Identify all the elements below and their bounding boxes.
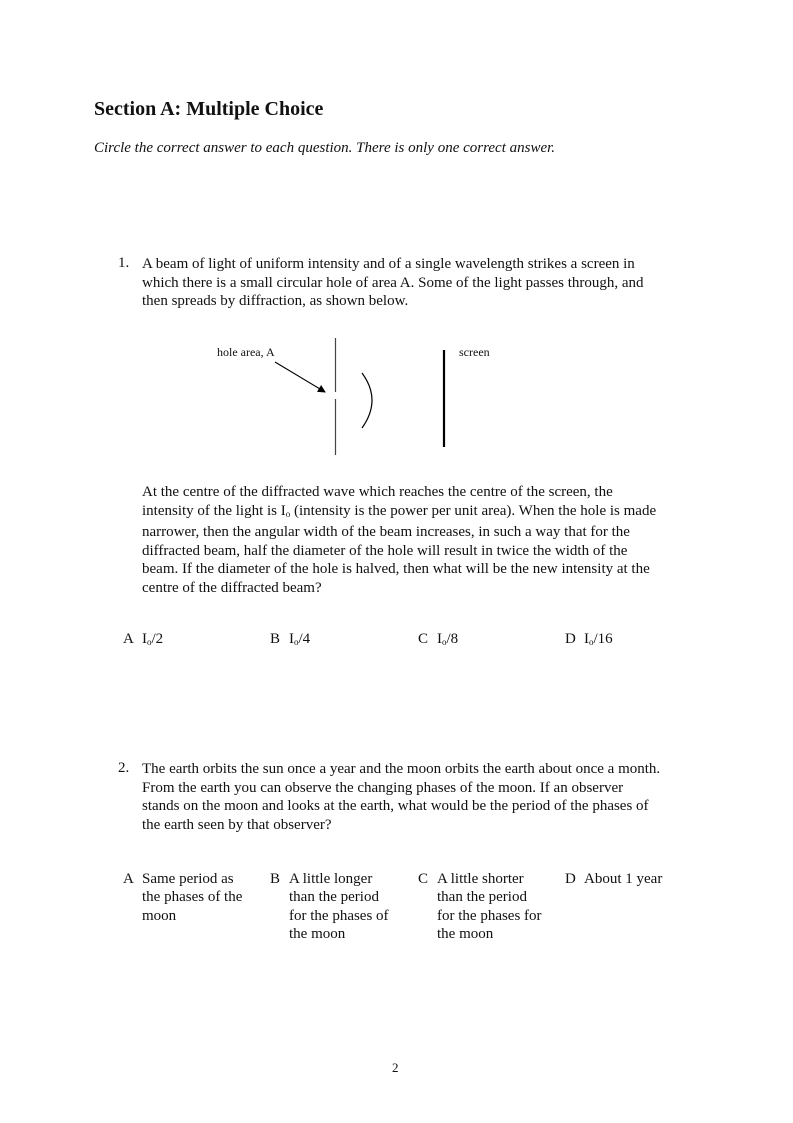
screen-label: screen — [459, 345, 490, 359]
option-c[interactable]: C $I_o/8$ — [418, 631, 459, 647]
section-instructions: Circle the correct answer to each question. There is only one correct answer. — [94, 140, 556, 156]
question-number: 1. — [118, 255, 130, 271]
body-line: beam. If the diameter of the hole is halved, then what will be the new intensity at the — [142, 561, 650, 578]
option-a[interactable]: A Same period as the phases of the moon — [123, 871, 243, 924]
stem-line: then spreads by diffraction, as shown below. — [142, 293, 409, 310]
option-d[interactable]: D $I_o/16$ — [565, 631, 613, 647]
option-b[interactable]: B $I_o/4$ — [270, 631, 311, 647]
body-line: centre of the diffracted beam? — [142, 579, 322, 596]
arrow-icon — [275, 362, 325, 392]
section-title: Section A: Multiple Choice — [94, 98, 324, 120]
body-line: intensity of the light is $I_o$ (intensity is the power per unit area). When the hole is made — [142, 502, 657, 519]
question-stem — [142, 760, 660, 834]
option-b[interactable]: B A little longer than the period for the phases of the moon — [270, 871, 389, 943]
option-a[interactable]: A $I_o/2$ — [123, 631, 164, 647]
hole-label: hole area, A — [217, 345, 275, 359]
body-line: At the centre of the diffracted wave which reaches the centre of the screen, the — [142, 484, 613, 500]
stem-line: From the earth you can observe the changing phases of the moon. If an observer — [142, 779, 624, 796]
body-line: diffracted beam, half the diameter of the hole will result in twice the width of the — [142, 542, 628, 559]
stem-line: which there is a small circular hole of area A. Some of the light passes through, and — [142, 274, 644, 291]
wavefront-arc-icon — [362, 373, 372, 428]
page-number: 2 — [392, 1060, 399, 1075]
body-line: narrower, then the angular width of the beam increases, in such a way that for the — [142, 524, 630, 541]
question-number: 2. — [118, 760, 130, 776]
question-body — [142, 483, 656, 598]
stem-line: the earth seen by that observer? — [142, 816, 332, 833]
option-c[interactable]: C A little shorter than the period for the phases for the moon — [418, 871, 542, 943]
stem-line: A beam of light of uniform intensity and of a single wavelength strikes a screen in — [142, 256, 635, 272]
stem-line: stands on the moon and looks at the earth, what would be the period of the phases of — [142, 798, 649, 815]
stem-line: The earth orbits the sun once a year and the moon orbits the earth about once a month. — [142, 761, 661, 777]
option-d[interactable]: D About 1 year — [565, 871, 663, 887]
